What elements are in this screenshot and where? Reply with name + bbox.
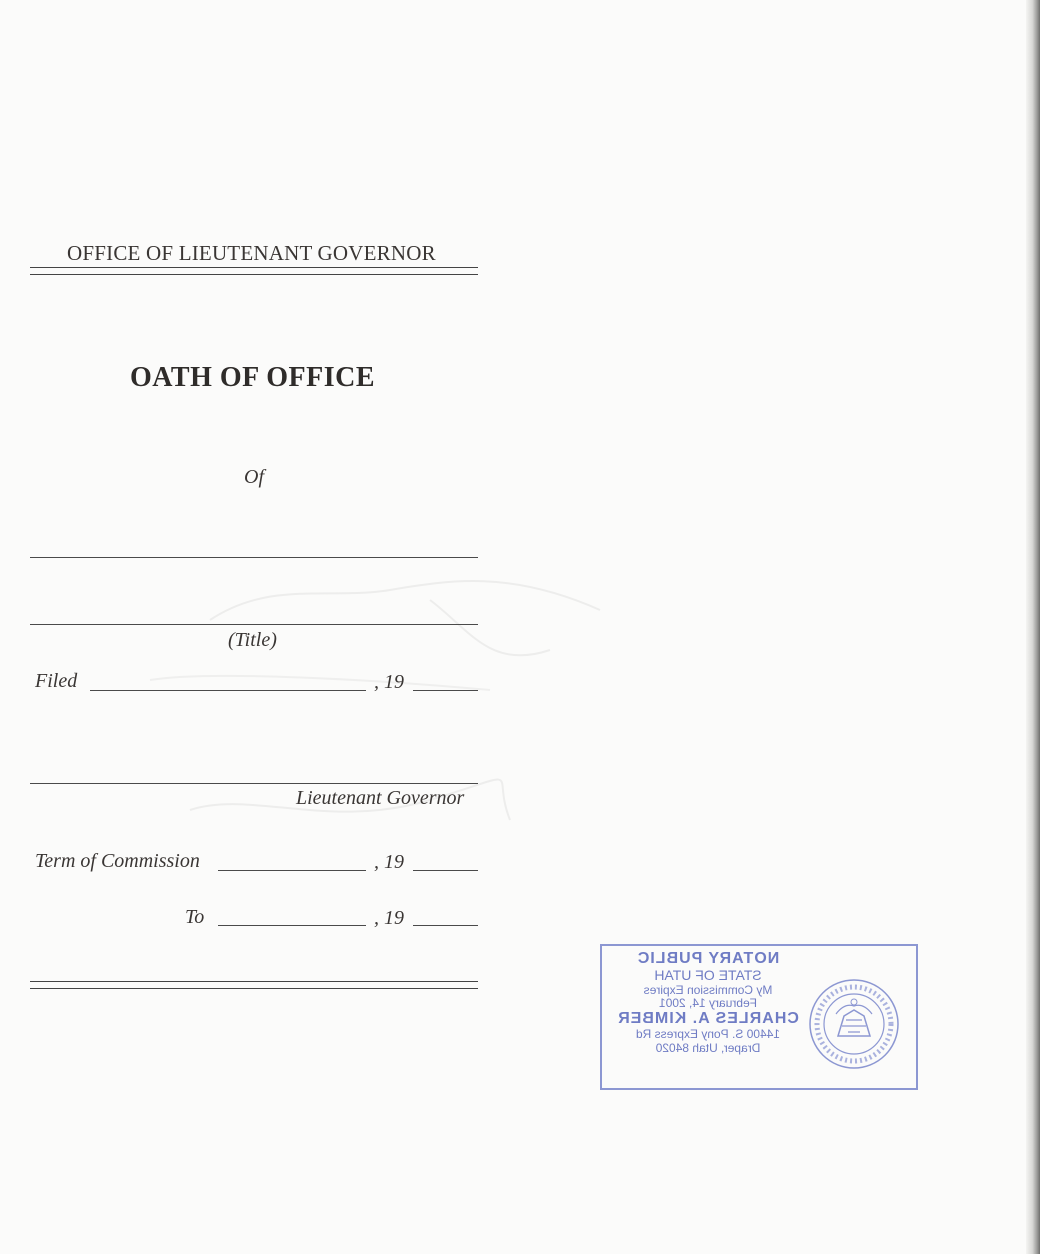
- lieutenant-governor-signature-line: [30, 783, 478, 784]
- of-label: Of: [244, 466, 264, 488]
- term-of-commission-label: Term of Commission: [35, 850, 200, 872]
- notary-stamp-line6: 14400 S. Pony Express Rd: [635, 1027, 781, 1042]
- office-heading: OFFICE OF LIEUTENANT GOVERNOR: [67, 241, 436, 265]
- heading-double-rule: [30, 267, 478, 275]
- filed-date-line: [90, 690, 366, 691]
- notary-stamp-line7: Draper, Utah 84020: [655, 1040, 761, 1055]
- term-end-year-line: [413, 925, 478, 926]
- title-line: [30, 624, 478, 625]
- filed-year-line: [413, 690, 478, 691]
- term-end-date-line: [218, 925, 366, 926]
- page-edge-shadow: [1026, 0, 1040, 1254]
- term-start-year-line: [413, 870, 478, 871]
- notary-stamp-line4: February 14, 2001: [658, 996, 758, 1011]
- notary-stamp-line5: CHARLES A. KIMBER: [617, 1010, 799, 1028]
- document-title: OATH OF OFFICE: [130, 362, 375, 393]
- notary-stamp-text: [610, 950, 806, 1055]
- notary-stamp-line2: STATE OF UTAH: [654, 966, 762, 983]
- footer-double-rule: [30, 981, 478, 989]
- notary-stamp: [600, 944, 918, 1090]
- filed-year-prefix: , 19: [374, 671, 404, 693]
- notary-stamp-line3: My Commission Expires: [643, 982, 773, 997]
- term-start-year-prefix: , 19: [374, 851, 404, 873]
- title-caption: (Title): [228, 629, 277, 651]
- bleed-through-signature: [130, 560, 690, 860]
- name-line: [30, 557, 478, 558]
- lieutenant-governor-caption: Lieutenant Governor: [296, 787, 465, 809]
- state-seal-icon: [806, 976, 902, 1072]
- to-label: To: [185, 906, 205, 928]
- term-end-year-prefix: , 19: [374, 907, 404, 929]
- term-start-date-line: [218, 870, 366, 871]
- notary-stamp-line1: NOTARY PUBLIC: [636, 950, 780, 967]
- filed-label: Filed: [35, 670, 78, 692]
